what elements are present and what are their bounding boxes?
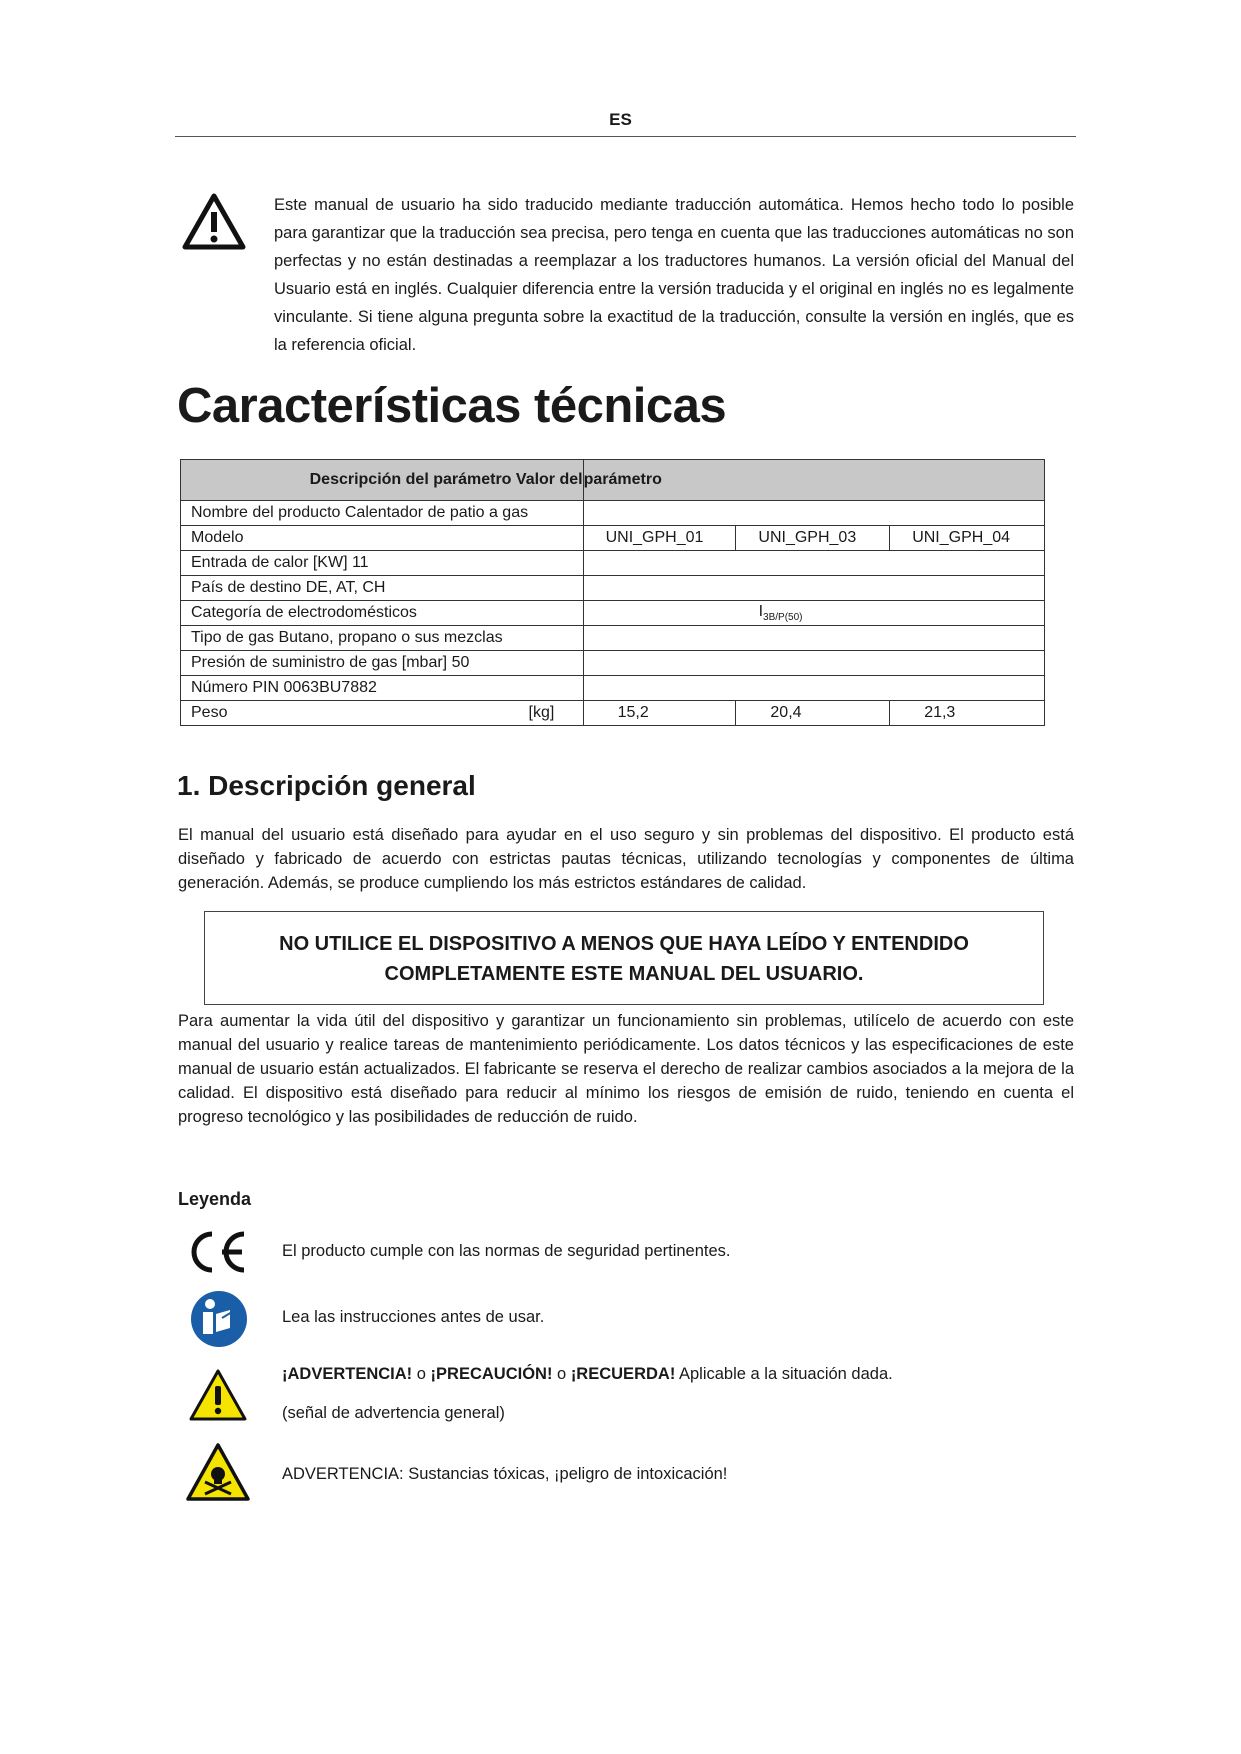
table-row <box>181 551 1045 576</box>
header-description: Descripción del parámetro Valor del <box>309 471 583 488</box>
weight-label: Peso <box>191 704 228 721</box>
category-main: I <box>758 602 764 620</box>
warning-box <box>204 911 1044 1005</box>
warning-line-2: COMPLETAMENTE ESTE MANUAL DEL USUARIO. <box>384 963 864 985</box>
translation-notice: Este manual de usuario ha sido traducido mediante traducción automática. Hemos hecho todo lo posible para garantizar que la traducción sea precisa, pero tenga en cuenta que las traducciones automáticas no son perfectas y no están destinadas a reemplazar a los traductores humanos. La versión oficial del Manual del Usuario está en inglés. Cualquier diferencia entre la versión traducida y el original en inglés no es legalmente vinculante. Si tiene alguna pregunta sobre la exactitud de la traducción, consulte la versión en inglés, que es la referencia oficial. <box>274 196 1074 354</box>
language-header: ES <box>609 110 632 129</box>
pin-number: Número PIN 0063BU7882 <box>181 676 584 701</box>
table-row <box>181 651 1045 676</box>
gas-pressure: Presión de suministro de gas [mbar] 50 <box>181 651 584 676</box>
warning-word: ¡ADVERTENCIA! <box>282 1365 413 1383</box>
intro-paragraph: El manual del usuario está diseñado para ayudar en el uso seguro y sin problemas del dispositivo. El producto está diseñado y fabricado de acuerdo con estrictas pautas técnicas, utilizando tecnologías y componentes de última generación. Además, se produce cumpliendo los más estrictos estándares de calidad. <box>178 826 1074 892</box>
weight-label-cell <box>181 701 584 726</box>
category-sub: 3B/P(50) <box>763 612 803 624</box>
table-header-row <box>181 460 1045 501</box>
legend-ce-text: El producto cumple con las normas de seguridad pertinentes. <box>282 1242 731 1260</box>
legend-warning-text <box>282 1365 893 1384</box>
warning-icon <box>182 192 246 250</box>
general-warning-icon <box>188 1368 248 1422</box>
remember-word: ¡RECUERDA! <box>570 1365 676 1383</box>
table-row <box>181 626 1045 651</box>
model-label: Modelo <box>181 526 584 551</box>
page-title: Características técnicas <box>177 379 727 433</box>
destination-country: País de destino DE, AT, CH <box>181 576 584 601</box>
weight-1: 15,2 <box>583 701 736 726</box>
or-2: o <box>552 1365 571 1383</box>
model-1: UNI_GPH_01 <box>583 526 736 551</box>
maintenance-paragraph: Para aumentar la vida útil del dispositivo y garantizar un funcionamiento sin problemas, utilícelo de acuerdo con este manual del usuario y realice tareas de mantenimiento periódicamente. Los datos técnicos y las especificaciones de este manual de usuario están actualizados. El fabricante se reserva el derecho de realizar cambios asociados a la mejora de la calidad. El dispositivo está diseñado para reducir al mínimo los riesgos de emisión de ruido, teniendo en cuenta el progreso tecnológico y las posibilidades de reducción de ruido. <box>178 1012 1074 1126</box>
model-3: UNI_GPH_04 <box>890 526 1045 551</box>
legend-toxic-text: ADVERTENCIA: Sustancias tóxicas, ¡peligro de intoxicación! <box>282 1465 728 1483</box>
legend-warning-subtext: (señal de advertencia general) <box>282 1404 505 1422</box>
table-row <box>181 576 1045 601</box>
weight-3: 21,3 <box>890 701 1045 726</box>
warning-line-1: NO UTILICE EL DISPOSITIVO A MENOS QUE HAYA LEÍDO Y ENTENDIDO <box>279 933 969 955</box>
weight-unit: [kg] <box>528 704 555 721</box>
table-row <box>181 676 1045 701</box>
or-1: o <box>412 1365 431 1383</box>
header-divider <box>175 136 1076 137</box>
header-value: parámetro <box>583 471 662 488</box>
table-row <box>181 501 1045 526</box>
gas-type: Tipo de gas Butano, propano o sus mezclas <box>181 626 584 651</box>
model-2: UNI_GPH_03 <box>736 526 890 551</box>
specs-table <box>180 459 1045 726</box>
product-name: Nombre del producto Calentador de patio a gas <box>181 501 584 526</box>
warning-rest: Aplicable a la situación dada. <box>675 1365 893 1383</box>
table-row <box>181 526 1045 551</box>
read-manual-icon <box>190 1290 248 1348</box>
legend-title: Leyenda <box>178 1189 252 1209</box>
heat-input: Entrada de calor [KW] 11 <box>181 551 584 576</box>
weight-2: 20,4 <box>736 701 890 726</box>
toxic-warning-icon <box>185 1442 251 1502</box>
category-value <box>583 601 1044 626</box>
table-row <box>181 701 1045 726</box>
caution-word: ¡PRECAUCIÓN! <box>430 1365 553 1383</box>
legend-read-text: Lea las instrucciones antes de usar. <box>282 1308 545 1326</box>
ce-mark-icon <box>188 1230 250 1274</box>
category-label: Categoría de electrodomésticos <box>181 601 584 626</box>
table-row <box>181 601 1045 626</box>
section-heading: 1. Descripción general <box>177 770 476 801</box>
